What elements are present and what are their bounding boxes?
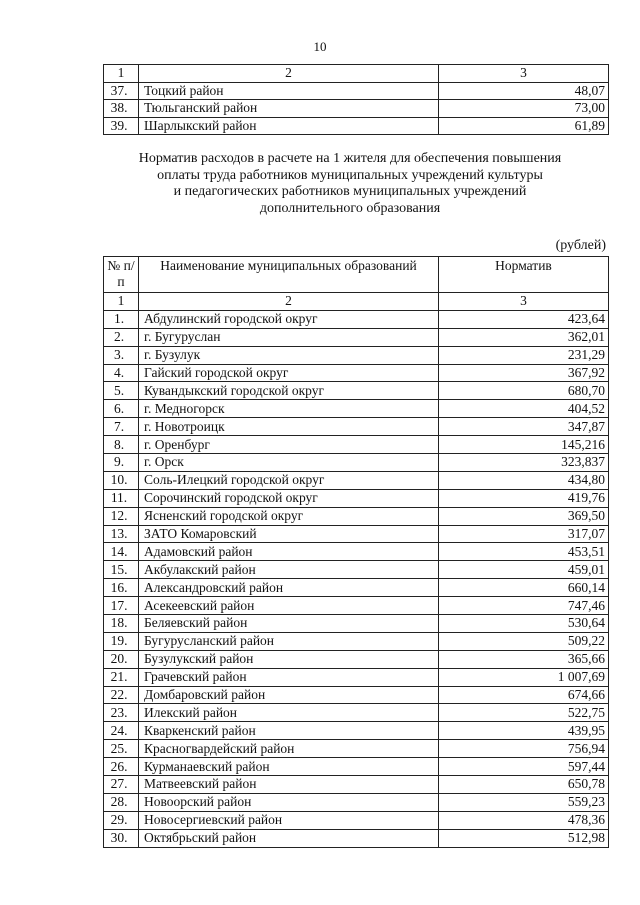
title-line: и педагогических работников муниципальных учреждений [173,184,527,199]
norm-value: 231,29 [439,346,609,364]
norm-value: 1 007,69 [439,668,609,686]
index-cell: 3 [439,293,609,311]
norm-value: 347,87 [439,418,609,436]
municipality-name: Александровский район [139,579,439,597]
header-number: № п/п [104,257,139,293]
norms-table-body [104,293,609,848]
row-number: 6. [104,400,139,418]
municipality-name: Новоорский район [139,793,439,811]
row-number: 8. [104,436,139,454]
continuation-table [103,64,609,135]
row-number: 11. [104,489,139,507]
table-row [104,310,609,328]
norm-value: 674,66 [439,686,609,704]
norm-value: 459,01 [439,561,609,579]
municipality-name: ЗАТО Комаровский [139,525,439,543]
row-number: 1. [104,310,139,328]
table-row [104,346,609,364]
norm-value: 597,44 [439,758,609,776]
table-row [104,100,609,118]
norm-value: 747,46 [439,597,609,615]
row-number: 30. [104,829,139,847]
norm-value: 509,22 [439,632,609,650]
index-cell: 1 [104,65,139,83]
page-number: 10 [313,39,327,54]
norm-value: 423,64 [439,310,609,328]
municipality-name: г. Бузулук [139,346,439,364]
norm-value: 650,78 [439,776,609,794]
municipality-name: Асекеевский район [139,597,439,615]
row-number: 2. [104,328,139,346]
table-row [104,543,609,561]
row-number: 25. [104,740,139,758]
row-number: 21. [104,668,139,686]
municipality-name: Абдулинский городской округ [139,310,439,328]
table-row [104,740,609,758]
table-row [104,418,609,436]
norm-value: 323,837 [439,454,609,472]
table-row [104,364,609,382]
municipality-name: Бугурусланский район [139,632,439,650]
row-number: 7. [104,418,139,436]
municipality-name: г. Медногорск [139,400,439,418]
unit-label: (рублей) [555,238,606,253]
row-number: 9. [104,454,139,472]
municipality-name: Тоцкий район [139,82,439,100]
norm-value: 680,70 [439,382,609,400]
norm-value: 478,36 [439,811,609,829]
table-row [104,597,609,615]
row-number: 24. [104,722,139,740]
row-number: 28. [104,793,139,811]
row-number: 26. [104,758,139,776]
row-number: 27. [104,776,139,794]
municipality-name: Новосергиевский район [139,811,439,829]
municipality-name: г. Оренбург [139,436,439,454]
column-index-row [104,293,609,311]
column-index-row [104,65,609,83]
norm-value: 530,64 [439,615,609,633]
table-row [104,400,609,418]
norm-value: 48,07 [439,82,609,100]
municipality-name: Тюльганский район [139,100,439,118]
row-number: 4. [104,364,139,382]
header-name: Наименование муниципальных образований [139,257,439,293]
norm-value: 73,00 [439,100,609,118]
table-row [104,829,609,847]
row-number: 16. [104,579,139,597]
table-row [104,615,609,633]
table-row [104,668,609,686]
row-number: 20. [104,650,139,668]
norm-value: 404,52 [439,400,609,418]
row-number: 5. [104,382,139,400]
norm-value: 756,94 [439,740,609,758]
row-number: 14. [104,543,139,561]
continuation-table-body [104,65,609,135]
index-cell: 3 [439,65,609,83]
norm-value: 61,89 [439,117,609,135]
municipality-name: Ясненский городской округ [139,507,439,525]
row-number: 39. [104,117,139,135]
table-row [104,704,609,722]
municipality-name: Матвеевский район [139,776,439,794]
title-line: дополнительного образования [259,200,441,216]
municipality-name: Кваркенский район [139,722,439,740]
norm-value: 559,23 [439,793,609,811]
norm-value: 434,80 [439,471,609,489]
municipality-name: Курманаевский район [139,758,439,776]
row-number: 15. [104,561,139,579]
row-number: 22. [104,686,139,704]
row-number: 23. [104,704,139,722]
norm-value: 362,01 [439,328,609,346]
municipality-name: Домбаровский район [139,686,439,704]
table-row [104,328,609,346]
table-row [104,117,609,135]
norm-value: 419,76 [439,489,609,507]
section-title [90,151,610,217]
header-norm: Норматив [439,257,609,293]
table-row [104,811,609,829]
index-cell: 2 [139,65,439,83]
municipality-name: Грачевский район [139,668,439,686]
table-row [104,776,609,794]
norm-value: 317,07 [439,525,609,543]
municipality-name: Кувандыкский городской округ [139,382,439,400]
municipality-name: Шарлыкский район [139,117,439,135]
row-number: 13. [104,525,139,543]
table-row [104,793,609,811]
header-row [104,257,609,293]
index-cell: 1 [104,293,139,311]
table-row [104,579,609,597]
municipality-name: Акбулакский район [139,561,439,579]
row-number: 19. [104,632,139,650]
row-number: 29. [104,811,139,829]
norms-table [103,256,609,848]
norm-value: 367,92 [439,364,609,382]
municipality-name: Гайский городской округ [139,364,439,382]
table-row [104,525,609,543]
row-number: 10. [104,471,139,489]
municipality-name: Октябрьский район [139,829,439,847]
table-row [104,561,609,579]
norm-value: 512,98 [439,829,609,847]
row-number: 38. [104,100,139,118]
row-number: 37. [104,82,139,100]
table-row [104,471,609,489]
municipality-name: Адамовский район [139,543,439,561]
norm-value: 522,75 [439,704,609,722]
norm-value: 145,216 [439,436,609,454]
norm-value: 660,14 [439,579,609,597]
municipality-name: г. Орск [139,454,439,472]
municipality-name: Красногвардейский район [139,740,439,758]
table-row [104,489,609,507]
row-number: 18. [104,615,139,633]
norm-value: 365,66 [439,650,609,668]
table-row [104,722,609,740]
norm-value: 439,95 [439,722,609,740]
table-row [104,632,609,650]
table-row [104,382,609,400]
municipality-name: Соль-Илецкий городской округ [139,471,439,489]
table-row [104,758,609,776]
title-line: оплаты труда работников муниципальных учреждений культуры [157,167,543,183]
municipality-name: Сорочинский городской округ [139,489,439,507]
norm-value: 369,50 [439,507,609,525]
row-number: 12. [104,507,139,525]
title-line: Норматив расходов в расчете на 1 жителя для обеспечения повышения [138,151,562,166]
table-row [104,82,609,100]
table-row [104,650,609,668]
table-row [104,507,609,525]
row-number: 3. [104,346,139,364]
municipality-name: Илекский район [139,704,439,722]
municipality-name: г. Новотроицк [139,418,439,436]
table-row [104,436,609,454]
table-row [104,686,609,704]
index-cell: 2 [139,293,439,311]
row-number: 17. [104,597,139,615]
municipality-name: Бузулукский район [139,650,439,668]
norm-value: 453,51 [439,543,609,561]
municipality-name: г. Бугуруслан [139,328,439,346]
table-row [104,454,609,472]
municipality-name: Беляевский район [139,615,439,633]
